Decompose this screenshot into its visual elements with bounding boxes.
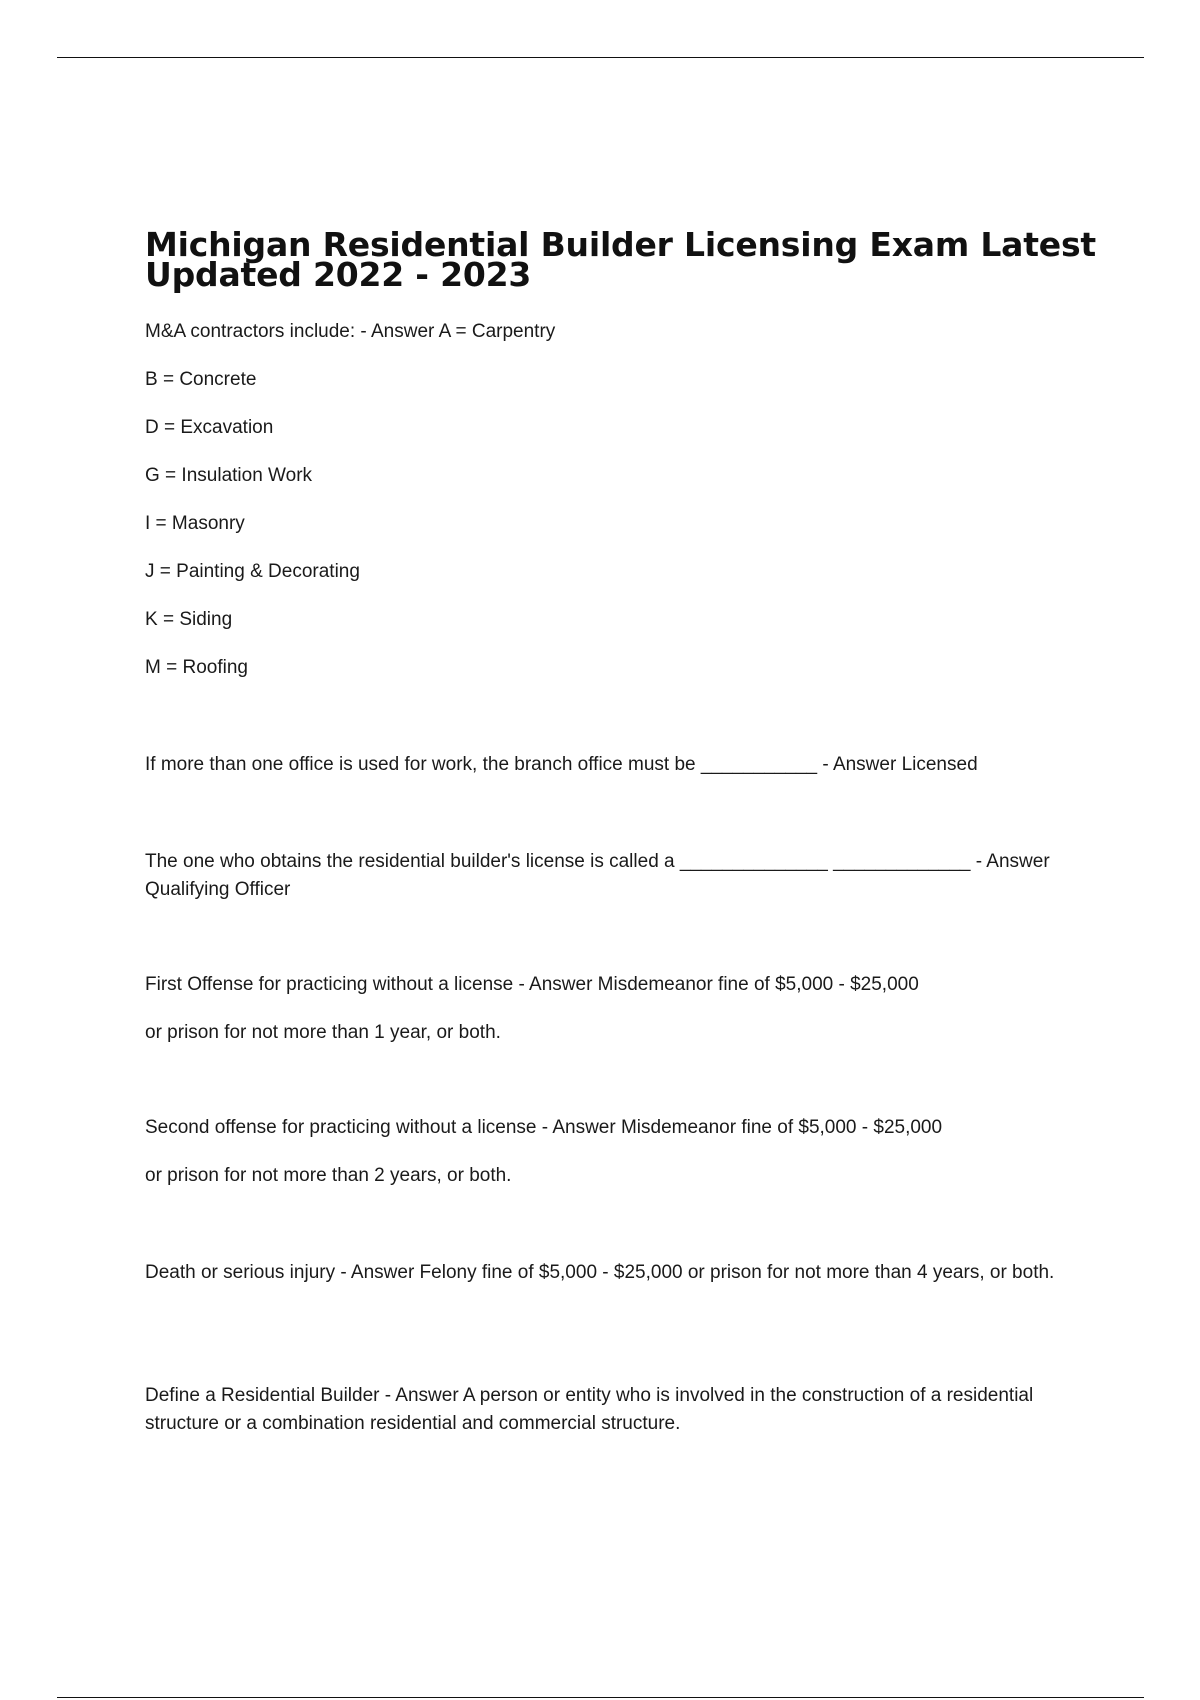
qa-1-line-7: K = Siding: [145, 609, 233, 630]
qa-1-line-5: I = Masonry: [145, 513, 245, 534]
qa-4-line-1: First Offense for practicing without a license - Answer Misdemeanor fine of $5,000 - $25,000: [145, 974, 919, 995]
qa-6-text: Death or serious injury - Answer Felony fine of $5,000 - $25,000 or prison for not more than 4 years, or both.: [145, 1262, 1055, 1283]
header-rule: [57, 57, 1144, 58]
qa-5-line-2: or prison for not more than 2 years, or both.: [145, 1165, 512, 1186]
document-title: Michigan Residential Builder Licensing Exam Latest Updated 2022 - 2023: [145, 225, 1096, 294]
qa-1-line-2: B = Concrete: [145, 369, 257, 390]
qa-4-line-2: or prison for not more than 1 year, or both.: [145, 1022, 501, 1043]
qa-1-line-6: J = Painting & Decorating: [145, 561, 360, 582]
qa-2-text: If more than one office is used for work, the branch office must be ___________ - Answer Licensed: [145, 754, 978, 775]
qa-1-line-1: M&A contractors include: - Answer A = Carpentry: [145, 321, 556, 342]
qa-5-line-1: Second offense for practicing without a license - Answer Misdemeanor fine of $5,000 - $25,000: [145, 1117, 943, 1138]
qa-3-text: The one who obtains the residential builder's license is called a ______________ _____________ - Answer Qualifying Officer: [145, 851, 1050, 900]
qa-1-line-8: M = Roofing: [145, 657, 248, 678]
footer-rule: [57, 1697, 1144, 1698]
qa-1-line-3: D = Excavation: [145, 417, 274, 438]
qa-7-text: Define a Residential Builder - Answer A person or entity who is involved in the construction of a residential structure or a combination residential and commercial structure.: [145, 1385, 1034, 1434]
qa-1-line-4: G = Insulation Work: [145, 465, 313, 486]
